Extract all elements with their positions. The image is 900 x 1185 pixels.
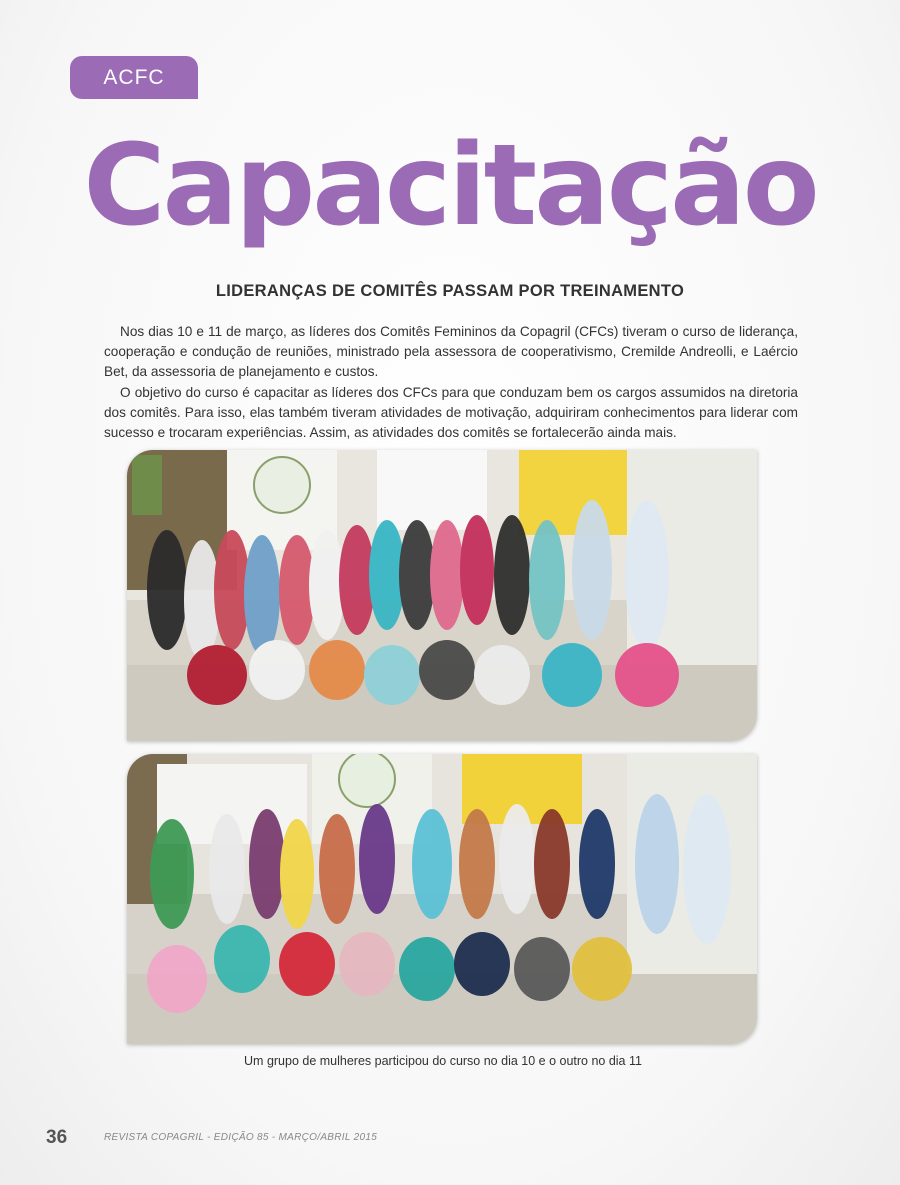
page-number: 36 [46, 1127, 68, 1148]
publication-footer: REVISTA COPAGRIL - EDIÇÃO 85 - MARÇO/ABRIL 2015 [104, 1132, 378, 1143]
article-paragraph: O objetivo do curso é capacitar as líderes dos CFCs para que conduzam bem os cargos assumidos na diretoria dos comitês. Para isso, elas também tiveram atividades de motivação, adquiriram conhecimentos para liderar com sucesso e trocaram experiências. Assim, as atividades dos comitês se fortalecerão ainda mais. [104, 384, 798, 441]
article-body [104, 322, 798, 443]
group-photo-day-2 [127, 754, 757, 1044]
section-tag: ACFC [70, 56, 198, 99]
group-photo-day-1 [127, 450, 757, 741]
article-paragraph: Nos dias 10 e 11 de março, as líderes dos Comitês Femininos da Copagril (CFCs) tiveram o curso de liderança, cooperação e condução de reuniões, ministrado pela assessora de cooperativismo, Cremilde Andreolli, e Laércio Bet, da assessoria de planejamento e custos. [104, 324, 798, 380]
page-title: Capacitação [83, 121, 817, 251]
photo-caption: Um grupo de mulheres participou do curso no dia 10 e o outro no dia 11 [244, 1054, 642, 1068]
page-subtitle: LIDERANÇAS DE COMITÊS PASSAM POR TREINAMENTO [215, 282, 685, 300]
